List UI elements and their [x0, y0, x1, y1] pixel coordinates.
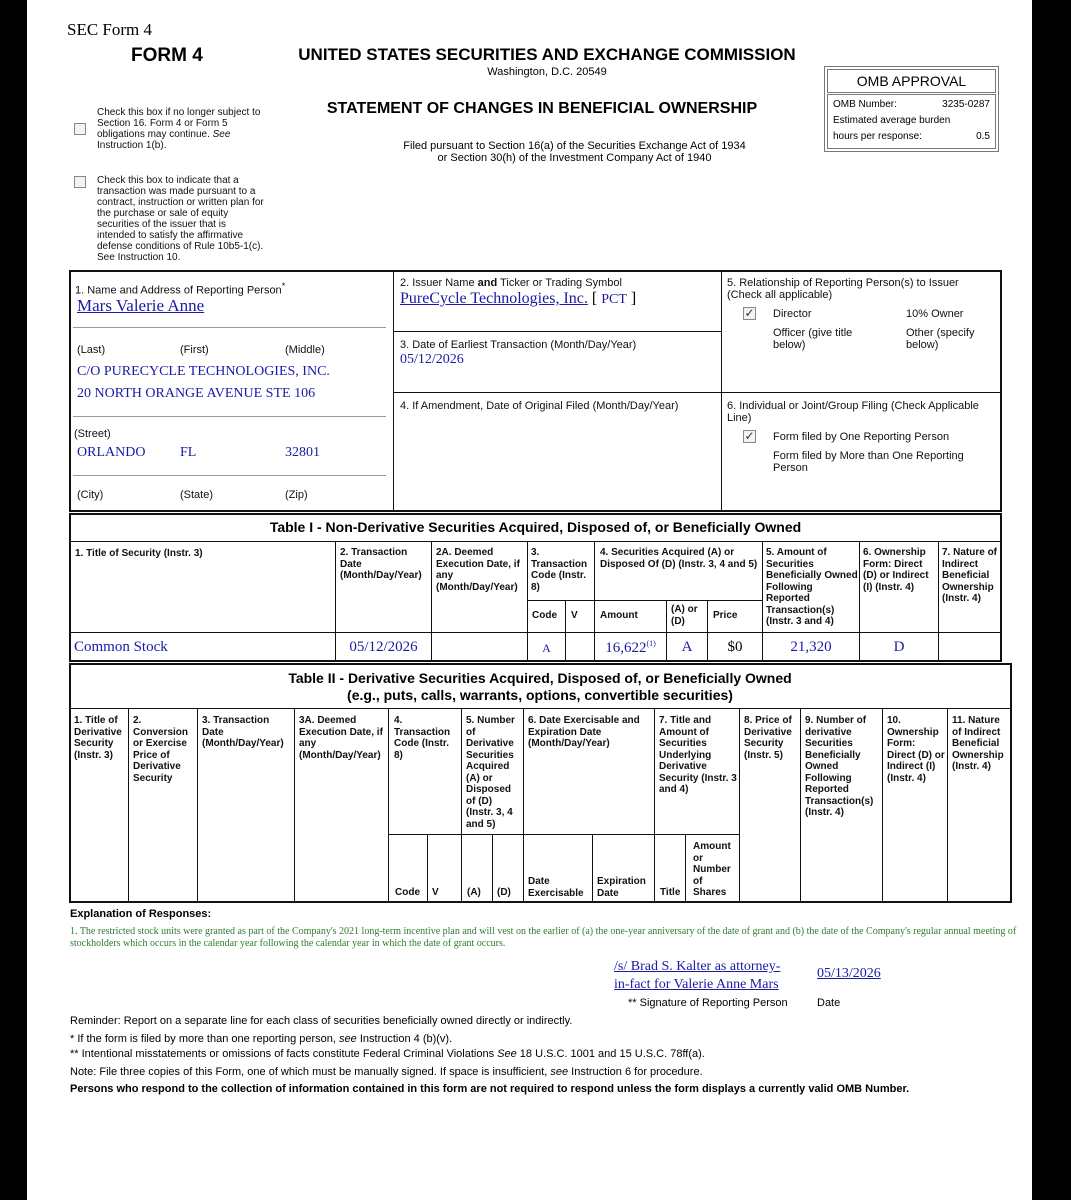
- ticker-close: ]: [630, 290, 637, 307]
- signature-line1[interactable]: /s/ Brad S. Kalter as attorney-: [614, 959, 781, 974]
- t1-sub-price: Price: [713, 610, 738, 621]
- omb-hours-label: hours per response:: [833, 131, 922, 142]
- t1-sub-amount: Amount: [600, 610, 638, 621]
- section16-checkbox[interactable]: [74, 123, 86, 135]
- divider: [73, 416, 386, 417]
- rule10b5-checkbox[interactable]: [74, 176, 86, 188]
- statement-title: STATEMENT OF CHANGES IN BENEFICIAL OWNERSHIP: [326, 100, 758, 117]
- explanation-heading: Explanation of Responses:: [70, 908, 212, 920]
- agency-location: Washington, D.C. 20549: [487, 66, 607, 78]
- t2-sub-code: Code: [395, 887, 420, 898]
- t2-col-deemed: 3A. Deemed Execution Date, if any (Month/Day/Year): [299, 715, 383, 761]
- ticker-open: [: [591, 290, 598, 307]
- t1-col-date: 2. Transaction Date (Month/Day/Year): [340, 547, 422, 581]
- omb-number-label: OMB Number:: [833, 99, 897, 110]
- t2-sub-a: (A): [467, 887, 481, 898]
- footer-note-2: ** Intentional misstatements or omissions of facts constitute Federal Criminal Violations See 18 U.S.C. 1001 and 15 U.S.C. 78ff(a).: [70, 1048, 705, 1060]
- reminder-text: Reminder: Report on a separate line for each class of securities beneficially owned directly or indirectly.: [70, 1015, 573, 1027]
- divider: [73, 327, 386, 328]
- t2-col-conversion: 2. Conversion or Exercise Price of Derivative Security: [133, 715, 189, 784]
- t2-col-title: 1. Title of Derivative Security (Instr. 3): [74, 715, 122, 761]
- t1-col-deemed: 2A. Deemed Execution Date, if any (Month/Day/Year): [436, 547, 520, 593]
- street-label: (Street): [74, 428, 111, 440]
- t2-sub-expiration: Expiration Date: [597, 876, 646, 899]
- t1-row-code: A: [542, 641, 551, 655]
- t2-sub-date-exercisable: Date Exercisable: [528, 876, 584, 899]
- more-reporting-persons-label: Form filed by More than One Reporting Person: [773, 450, 964, 474]
- t1-row-owned: 21,320: [790, 639, 832, 655]
- signature-date[interactable]: 05/13/2026: [817, 966, 881, 981]
- state-value: FL: [180, 445, 197, 460]
- t1-row-date: 05/12/2026: [349, 639, 418, 655]
- filed-pursuant-line1: Filed pursuant to Section 16(a) of the Securities Exchange Act of 1934: [403, 140, 746, 152]
- t1-col-code: 3. Transaction Code (Instr. 8): [531, 547, 588, 593]
- director-checkbox[interactable]: ✓: [744, 306, 755, 320]
- omb-hours-value: 0.5: [976, 131, 990, 142]
- first-label: (First): [180, 344, 209, 356]
- issuer-name-link[interactable]: PureCycle Technologies, Inc.: [400, 290, 588, 307]
- officer-label: Officer (give title below): [773, 327, 853, 351]
- form-title: FORM 4: [131, 45, 203, 66]
- t2-col-number: 5. Number of Derivative Securities Acquired (A) or Disposed of (D) (Instr. 3, 4 and 5): [466, 715, 515, 830]
- t2-col-code: 4. Transaction Code (Instr. 8): [394, 715, 451, 761]
- form-4-page: [27, 0, 1032, 1200]
- t2-sub-amount: Amount or Number of Shares: [693, 841, 731, 898]
- omb-approval-box: [824, 66, 999, 152]
- t2-sub-d: (D): [497, 887, 511, 898]
- signature-block: [614, 958, 809, 994]
- signature-line2[interactable]: in-fact for Valerie Anne Mars: [614, 977, 779, 992]
- table2-title: Table II - Derivative Securities Acquired, Disposed of, or Beneficially Owned (e.g., puts, calls, warrants, options, convertible securities): [288, 670, 792, 703]
- footer-note-3: Note: File three copies of this Form, one of which must be manually signed. If space is insufficient, see Instruction 6 for procedure.: [70, 1066, 703, 1078]
- state-label: (State): [180, 489, 214, 501]
- filed-pursuant: [287, 140, 862, 164]
- box3-label: 3. Date of Earliest Transaction (Month/Day/Year): [400, 339, 637, 351]
- footer-note-1: * If the form is filed by more than one reporting person, see Instruction 4 (b)(v).: [70, 1033, 453, 1045]
- earliest-transaction-date: 05/12/2026: [400, 352, 464, 367]
- t2-sub-v: V: [432, 887, 439, 898]
- other-label: Other (specify below): [906, 327, 975, 351]
- t2-col-exercisable: 6. Date Exercisable and Expiration Date (Month/Day/Year): [528, 715, 640, 749]
- t1-row-amount: 16,622$^{(1)}$: [605, 639, 656, 656]
- t1-sub-v: V: [571, 610, 578, 621]
- divider: [70, 541, 1001, 542]
- t1-col-form: 6. Ownership Form: Direct (D) or Indirect (I) (Instr. 4): [863, 547, 929, 593]
- signature-label: ** Signature of Reporting Person: [628, 997, 788, 1009]
- issuer-line: [400, 290, 636, 308]
- filed-pursuant-line2: or Section 30(h) of the Investment Company Act of 1940: [437, 152, 712, 164]
- middle-label: (Middle): [285, 344, 325, 356]
- t1-col-owned: 5. Amount of Securities Beneficially Owned Following Reported Transaction(s) (Instr. 3 and 4): [766, 547, 858, 627]
- t2-col-owned: 9. Number of derivative Securities Beneficially Owned Following Reported Transaction(s) (Instr. 4): [805, 715, 874, 818]
- divider: [527, 600, 763, 601]
- divider: [70, 708, 1011, 709]
- one-reporting-person-label: Form filed by One Reporting Person: [773, 431, 950, 443]
- footnote-ref[interactable]: (1): [646, 639, 656, 648]
- agency-name: UNITED STATES SECURITIES AND EXCHANGE COMMISSION: [298, 45, 796, 64]
- t1-row-ad: A: [681, 639, 693, 655]
- zip-label: (Zip): [285, 489, 308, 501]
- t2-col-underlying: 7. Title and Amount of Securities Underlying Derivative Security (Instr. 3 and 4): [659, 715, 737, 795]
- t1-col-title: 1. Title of Security (Instr. 3): [75, 548, 203, 559]
- box1-label: 1. Name and Address of Reporting Person*: [75, 281, 286, 297]
- omb-number-value: 3235-0287: [942, 99, 990, 110]
- divider: [394, 392, 1001, 393]
- t2-col-form: 10. Ownership Form: Direct (D) or Indirect (I) (Instr. 4): [887, 715, 945, 784]
- address-line1: C/O PURECYCLE TECHNOLOGIES, INC.: [77, 364, 330, 379]
- divider: [73, 475, 386, 476]
- reporting-person-name-link[interactable]: Mars Valerie Anne: [77, 296, 205, 315]
- t2-col-price: 8. Price of Derivative Security (Instr. 5): [744, 715, 792, 761]
- box4-label: 4. If Amendment, Date of Original Filed (Month/Day/Year): [400, 400, 679, 412]
- city-label: (City): [77, 489, 104, 501]
- t1-row-title: Common Stock: [74, 639, 168, 655]
- one-reporting-person-checkbox[interactable]: ✓: [744, 429, 755, 443]
- omb-notice: Persons who respond to the collection of information contained in this form are not required to respond unless the form displays a currently valid OMB Number.: [70, 1083, 910, 1095]
- omb-details: [827, 94, 996, 149]
- t1-sub-ad: (A) or (D): [671, 604, 698, 627]
- t1-sub-code: Code: [532, 610, 557, 621]
- last-label: (Last): [77, 344, 106, 356]
- footnote-1: 1. The restricted stock units were granted as part of the Company's 2021 long-term incentive plan and will vest on the earlier of (a) the one-year anniversary of the date of grant and (b) the date of the Company's regular annual meeting of stockholders which occurs in the calendar year following the calendar year in which the date of grant occurs.: [70, 926, 1017, 949]
- section16-text: Check this box if no longer subject to Section 16. Form 4 or Form 5 obligations may continue. See Instruction 1(b).: [97, 107, 261, 151]
- box2-label: 2. Issuer Name and Ticker or Trading Symbol: [400, 277, 622, 289]
- sec-form-label: SEC Form 4: [67, 20, 153, 39]
- divider: [394, 331, 721, 332]
- director-label: Director: [773, 308, 812, 320]
- t2-col-date: 3. Transaction Date (Month/Day/Year): [202, 715, 284, 749]
- t2-sub-title: Title: [660, 887, 681, 898]
- t1-row-form: D: [893, 639, 905, 655]
- divider: [393, 271, 394, 511]
- zip-value: 32801: [285, 445, 320, 460]
- divider: [70, 632, 1001, 633]
- omb-approval-title: OMB APPROVAL: [827, 69, 996, 93]
- ticker-link[interactable]: PCT: [601, 292, 627, 307]
- t1-col-nature: 7. Nature of Indirect Beneficial Ownership (Instr. 4): [942, 547, 998, 604]
- address-line2: 20 NORTH ORANGE AVENUE STE 106: [77, 386, 316, 401]
- box6-label: 6. Individual or Joint/Group Filing (Check Applicable Line): [727, 400, 979, 424]
- rule10b5-text: Check this box to indicate that a transaction was made pursuant to a contract, instruction or written plan for the purchase or sale of equity securities of the issuer that is intended to satisfy the affirmative defense conditions of Rule 10b5-1(c). See Instruction 10.: [97, 175, 264, 263]
- date-label: Date: [817, 997, 841, 1009]
- city-value: ORLANDO: [77, 445, 146, 460]
- ten-percent-owner-label: 10% Owner: [906, 308, 964, 320]
- table1-title: Table I - Non-Derivative Securities Acquired, Disposed of, or Beneficially Owned: [269, 519, 802, 535]
- box5-label: 5. Relationship of Reporting Person(s) to Issuer (Check all applicable): [727, 277, 959, 301]
- t2-col-nature: 11. Nature of Indirect Beneficial Ownership (Instr. 4): [952, 715, 1004, 772]
- t1-col-acquired: 4. Securities Acquired (A) or Disposed Of (D) (Instr. 3, 4 and 5): [600, 547, 758, 570]
- divider: [721, 271, 722, 511]
- omb-burden-label: Estimated average burden: [833, 115, 951, 126]
- t1-row-price: $0: [727, 639, 743, 655]
